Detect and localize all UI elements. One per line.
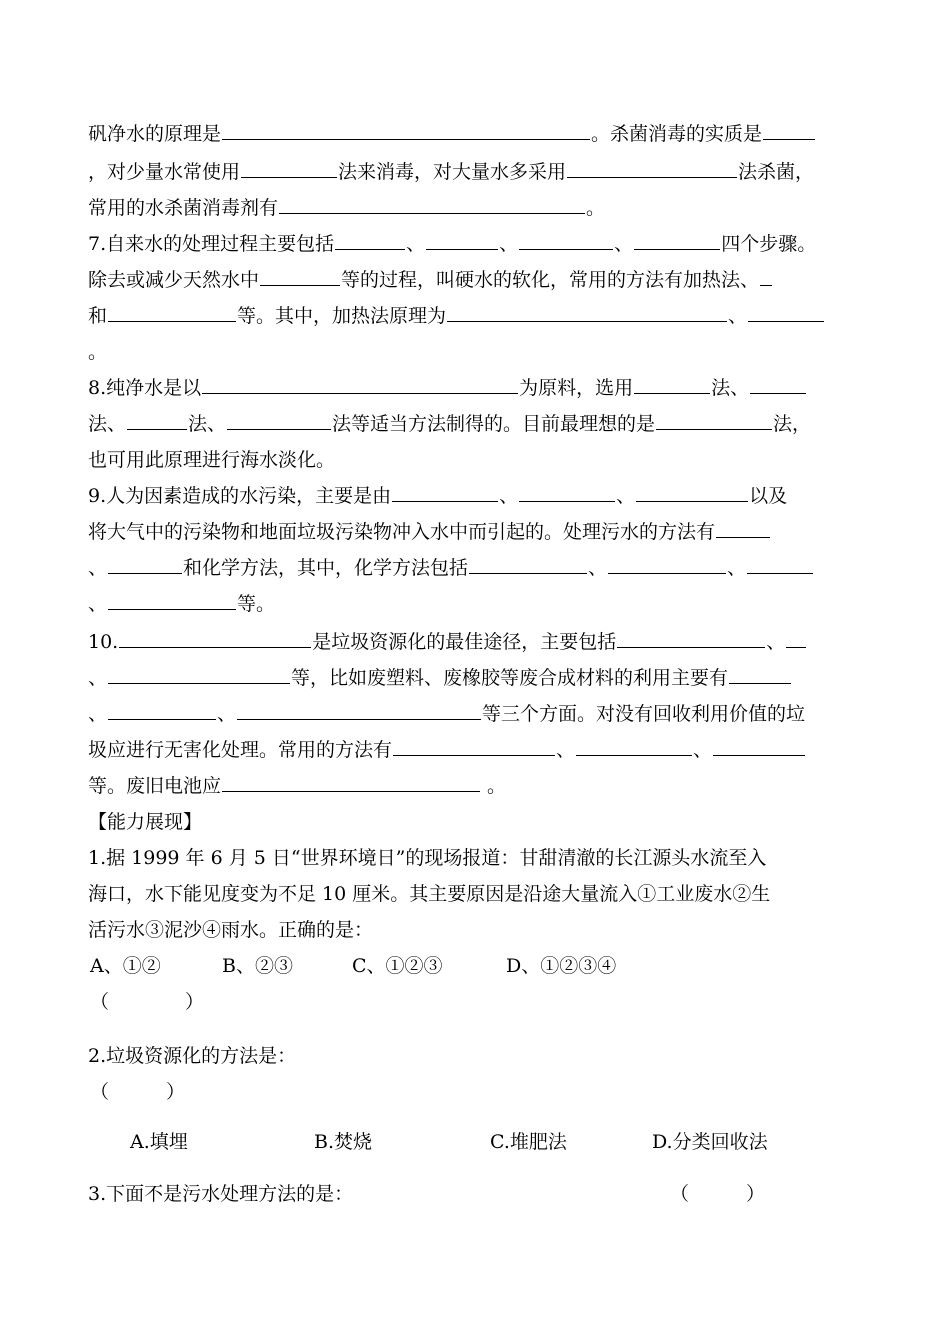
fill-blank[interactable]: [222, 772, 480, 792]
text: 10.: [88, 631, 119, 653]
q7-line-2: [88, 266, 878, 294]
q6-line-3: [88, 194, 878, 222]
fill-blank[interactable]: [392, 482, 498, 502]
text: 、: [614, 233, 634, 255]
fill-blank[interactable]: [576, 736, 692, 756]
text: 法来消毒，对大量水多采用: [338, 161, 567, 183]
q7-line-3: [88, 302, 878, 330]
text: 、: [728, 305, 748, 327]
q9-line-2: [88, 518, 878, 546]
fill-blank[interactable]: [729, 664, 791, 684]
q8-line-3: [88, 446, 878, 474]
p1-option-d[interactable]: D、①②③④: [506, 955, 617, 977]
text: 。: [586, 197, 606, 219]
fill-blank[interactable]: [567, 158, 737, 178]
text: 、: [616, 485, 636, 507]
fill-blank[interactable]: [713, 736, 805, 756]
text: 、: [88, 593, 108, 615]
text: ，对少量水常使用: [88, 161, 241, 183]
text: 圾应进行无害化处理。常用的方法有: [88, 739, 393, 761]
fill-blank[interactable]: [108, 664, 290, 684]
text: 等，比如废塑料、废橡胶等废合成材料的利用主要有: [291, 667, 729, 689]
q10-line-4: [88, 736, 878, 764]
fill-blank[interactable]: [279, 194, 585, 214]
text: 、: [766, 631, 786, 653]
p3-answer-paren[interactable]: （ ）: [670, 1183, 766, 1205]
q10-line-1: [88, 628, 878, 656]
q6-line-1: [88, 120, 878, 148]
fill-blank[interactable]: [335, 230, 405, 250]
text: 。: [88, 341, 108, 363]
fill-blank[interactable]: [108, 554, 182, 574]
fill-blank[interactable]: [260, 266, 340, 286]
text: 7.自来水的处理过程主要包括: [88, 233, 335, 255]
text: 等三个方面。对没有回收利用价值的垃: [482, 703, 806, 725]
q8-line-2: [88, 410, 878, 438]
text: 和化学方法，其中，化学方法包括: [183, 557, 469, 579]
p1-line-2: 海口，水下能见度变为不足 10 厘米。其主要原因是沿途大量流入①工业废水②生: [88, 883, 771, 905]
text: 。: [481, 775, 507, 797]
fill-blank[interactable]: [222, 120, 590, 140]
p2-question: 2.垃圾资源化的方法是：: [88, 1045, 297, 1067]
text: 。杀菌消毒的实质是: [591, 123, 763, 145]
p1-option-a[interactable]: A、①②: [90, 955, 161, 977]
text: 法，: [773, 413, 812, 435]
text: 等。废旧电池应: [88, 775, 222, 797]
text: 、: [727, 557, 747, 579]
q9-line-1: [88, 482, 878, 510]
text: 等。其中，加热法原理为: [237, 305, 447, 327]
text: 、: [588, 557, 608, 579]
text: 、: [88, 667, 108, 689]
fill-blank[interactable]: [447, 302, 727, 322]
text: 、: [499, 485, 519, 507]
text: 法、: [88, 413, 127, 435]
text: 法、: [188, 413, 227, 435]
fill-blank[interactable]: [227, 410, 331, 430]
text: 等。: [237, 593, 276, 615]
text: 法等适当方法制得的。目前最理想的是: [332, 413, 656, 435]
fill-blank[interactable]: [763, 120, 815, 140]
fill-blank[interactable]: [108, 700, 216, 720]
text: 以及: [749, 485, 788, 507]
text: 、: [693, 739, 713, 761]
p1-option-c[interactable]: C、①②③: [352, 955, 443, 977]
q7-line-4: [88, 338, 878, 366]
p1-answer-paren[interactable]: （ ）: [90, 991, 205, 1013]
fill-blank[interactable]: [608, 554, 726, 574]
fill-blank[interactable]: [716, 518, 770, 538]
text: 矾净水的原理是: [88, 123, 222, 145]
text: 法、: [711, 377, 750, 399]
fill-blank[interactable]: [636, 482, 748, 502]
fill-blank[interactable]: [519, 482, 615, 502]
p2-option-b[interactable]: B.焚烧: [314, 1131, 373, 1153]
p2-answer-paren[interactable]: （ ）: [90, 1081, 186, 1103]
text: 、: [217, 703, 237, 725]
text: 、: [556, 739, 576, 761]
fill-blank[interactable]: [760, 266, 772, 286]
text: 法杀菌，: [738, 161, 815, 183]
fill-blank[interactable]: [519, 230, 613, 250]
p2-option-a[interactable]: A.填埋: [130, 1131, 188, 1153]
fill-blank[interactable]: [241, 158, 337, 178]
fill-blank[interactable]: [634, 230, 720, 250]
text: 将大气中的污染物和地面垃圾污染物冲入水中而引起的。处理污水的方法有: [88, 521, 716, 543]
fill-blank[interactable]: [426, 230, 498, 250]
q10-line-2: [88, 664, 878, 692]
fill-blank[interactable]: [119, 628, 311, 648]
p1-option-b[interactable]: B、②③: [222, 955, 293, 977]
text: 除去或减少天然水中: [88, 269, 260, 291]
q10-line-5: [88, 772, 878, 800]
p2-option-c[interactable]: C.堆肥法: [490, 1131, 567, 1153]
fill-blank[interactable]: [108, 590, 236, 610]
p1-line-3: 活污水③泥沙④雨水。正确的是：: [88, 919, 374, 941]
fill-blank[interactable]: [127, 410, 187, 430]
fill-blank[interactable]: [747, 554, 813, 574]
p2-option-d[interactable]: D.分类回收法: [652, 1131, 768, 1153]
q8-line-1: [88, 374, 878, 402]
fill-blank[interactable]: [748, 302, 824, 322]
q7-line-1: [88, 230, 878, 258]
text: 、: [406, 233, 426, 255]
text: 、: [88, 557, 108, 579]
p3-question: 3.下面不是污水处理方法的是：: [88, 1183, 354, 1205]
fill-blank[interactable]: [108, 302, 236, 322]
text: 为原料，选用: [519, 377, 634, 399]
text: 也可用此原理进行海水淡化。: [88, 449, 336, 471]
fill-blank[interactable]: [202, 374, 518, 394]
p1-line-1: 1.据 1999 年 6 月 5 日“世界环境日”的现场报道：甘甜清澈的长江源头水流至入: [88, 847, 767, 869]
fill-blank[interactable]: [237, 700, 481, 720]
fill-blank[interactable]: [469, 554, 587, 574]
text: 、: [88, 703, 108, 725]
q10-line-3: [88, 700, 878, 728]
text: 四个步骤。: [721, 233, 817, 255]
text: 是垃圾资源化的最佳途径，主要包括: [312, 631, 617, 653]
text: 常用的水杀菌消毒剂有: [88, 197, 279, 219]
fill-blank[interactable]: [656, 410, 772, 430]
text: 9.人为因素造成的水污染，主要是由: [88, 485, 392, 507]
q6-line-2: [88, 158, 878, 186]
fill-blank[interactable]: [786, 628, 806, 648]
fill-blank[interactable]: [634, 374, 710, 394]
fill-blank[interactable]: [617, 628, 765, 648]
text: 8.纯净水是以: [88, 377, 202, 399]
fill-blank[interactable]: [750, 374, 806, 394]
text: 、: [499, 233, 519, 255]
section-title: 【能力展现】: [88, 811, 203, 833]
text: 等的过程，叫硬水的软化，常用的方法有加热法、: [341, 269, 760, 291]
text: 和: [88, 305, 108, 327]
q9-line-4: [88, 590, 878, 618]
fill-blank[interactable]: [393, 736, 555, 756]
q9-line-3: [88, 554, 878, 582]
